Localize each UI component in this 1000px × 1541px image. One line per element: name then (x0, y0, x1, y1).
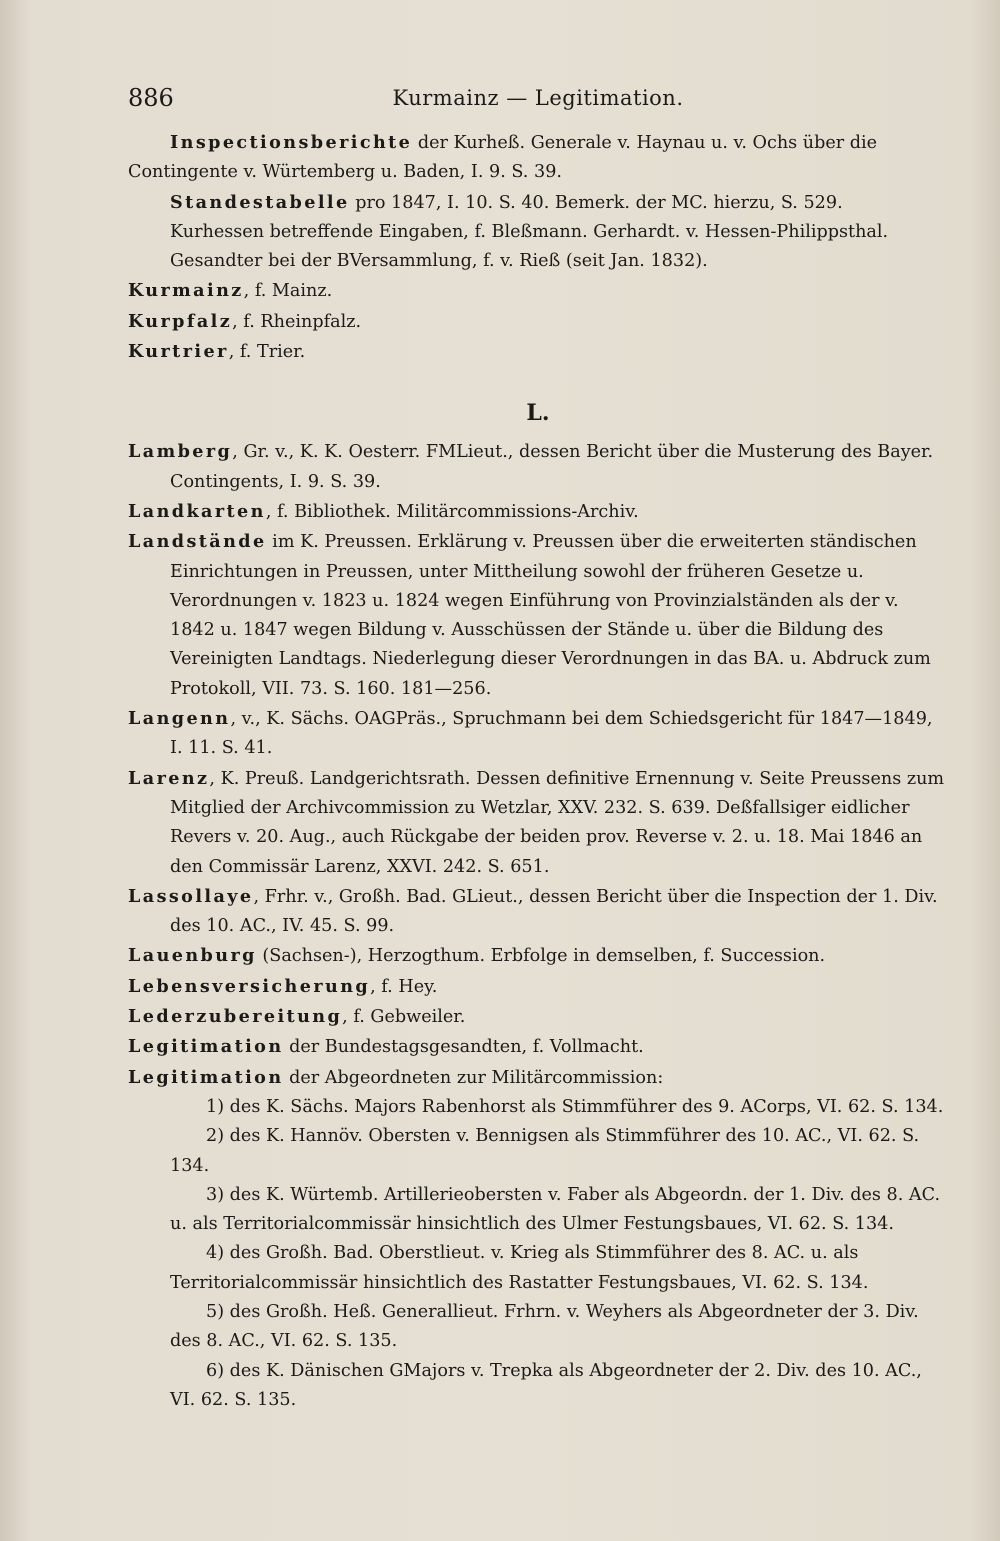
index-body (128, 128, 948, 1415)
entry-text: der Abgeordneten zur Militärcommission: (283, 1067, 664, 1088)
index-entry (128, 128, 948, 188)
index-entry (128, 1002, 948, 1032)
entry-keyword: Legitimation (128, 1066, 284, 1088)
entry-keyword: Lauenburg (128, 945, 257, 967)
entry-text: , f. Hey. (370, 976, 438, 997)
entry-keyword: Landstände (128, 531, 267, 553)
entry-text: , v., K. Sächs. OAGPräs., Spruchmann bei dem Schiedsgericht für 1847—1849, I. 11. S. 41. (170, 709, 933, 759)
sub-entry: 4) des Großh. Bad. Oberstlieut. v. Krieg als Stimmführer des 8. AC. u. als Territorialcommissär hinsichtlich des Rastatter Festungsbaues, VI. 62. S. 134. (170, 1243, 869, 1293)
entry-keyword: Lassollaye (128, 885, 254, 907)
entry-keyword: Landkarten (128, 500, 266, 522)
entry-keyword: Kurpfalz (128, 310, 233, 332)
entry-keyword: Inspectionsberichte (170, 132, 413, 153)
entry-keyword: Lederzubereitung (128, 1006, 343, 1028)
entry-keyword: Standestabelle (170, 191, 350, 213)
entry-text: , K. Preuß. Landgerichtsrath. Dessen definitive Ernennung v. Seite Preussens zum Mitglied der Archivcommission zu Wetzlar, XXV. 232. S. 639. Deßfallsiger eidlicher Revers v. 20. Aug., auch Rückgabe der beiden prov. Reverse v. 2. u. 18. Mai 1846 an den Commissär Larenz, XXVI. 242. S. 651. (170, 768, 945, 877)
entry-text: Kurhessen betreffende Eingaben, f. Bleßmann. Gerhardt. v. Hessen-Philippsthal. (170, 221, 889, 242)
entry-text: , Frhr. v., Großh. Bad. GLieut., dessen Bericht über die Inspection der 1. Div. des 10. AC., IV. 45. S. 99. (170, 886, 938, 937)
index-entry (128, 1032, 948, 1062)
entry-text: der Bundestagsgesandten, f. Vollmacht. (283, 1037, 644, 1058)
index-entry (128, 307, 948, 337)
index-entry (128, 1063, 948, 1093)
entry-keyword: Lamberg (128, 441, 233, 463)
index-entry (128, 218, 948, 247)
sub-entry: 1) des K. Sächs. Majors Rabenhorst als Stimmführer des 9. ACorps, VI. 62. S. 134. (206, 1096, 944, 1117)
index-entry (128, 972, 948, 1002)
section-letter: L. (526, 400, 550, 427)
page-number: 886 (128, 84, 174, 112)
entry-keyword: Lebensversicherung (128, 975, 371, 997)
index-entry (128, 882, 948, 942)
entry-text: im K. Preussen. Erklärung v. Preussen über die erweiterten ständischen Einrichtungen in Preussen, unter Mittheilung sowohl der früheren Gesetze u. Verordnungen v. 1823 u. 1824 wegen Einführung von Provinzialständen als der v. 1842 u. 1847 wegen Bildung v. Ausschüssen der Stände u. über die Bildung des Vereinigten Landtags. Niederlegung dieser Verordnungen in das BA. u. Abdruck zum Protokoll, VII. 73. S. 160. 181—256. (170, 532, 931, 699)
page-header (128, 84, 948, 118)
entry-text: , f. Bibliothek. Militärcommissions-Archiv. (265, 501, 639, 522)
entry-text: , f. Gebweiler. (342, 1007, 466, 1028)
entry-keyword: Kurtrier (128, 341, 229, 363)
entry-keyword: Legitimation (128, 1036, 284, 1058)
entry-text: , Gr. v., K. K. Oesterr. FMLieut., dessen Bericht über die Musterung des Bayer. Contingents, I. 9. S. 39. (170, 442, 934, 492)
entry-text: , f. Trier. (228, 342, 306, 363)
running-head: Kurmainz — Legitimation. (392, 86, 684, 110)
index-entry (128, 188, 948, 218)
index-entry (128, 276, 948, 306)
index-entry (128, 437, 948, 497)
index-entry (128, 247, 948, 276)
sub-entry: 3) des K. Würtemb. Artillerieobersten v. Faber als Abgeordn. der 1. Div. des 8. AC. u. als Territorialcommissär hinsichtlich des Ulmer Festungsbaues, VI. 62. S. 134. (170, 1184, 941, 1235)
sub-entry: 6) des K. Dänischen GMajors v. Trepka als Abgeordneter der 2. Div. des 10. AC., VI. 62. S. 135. (170, 1360, 922, 1410)
sub-entry: 2) des K. Hannöv. Obersten v. Bennigsen als Stimmführer des 10. AC., VI. 62. S. 134. (170, 1126, 920, 1176)
index-entry (128, 941, 948, 971)
index-entry (128, 764, 948, 882)
index-entry (128, 497, 948, 527)
sub-entry: 5) des Großh. Heß. Generallieut. Frhrn. v. Weyhers als Abgeordneter der 3. Div. des 8. AC., VI. 62. S. 135. (170, 1301, 919, 1352)
entry-keyword: Langenn (128, 708, 231, 730)
entry-keyword: Kurmainz (128, 280, 244, 302)
entry-text: , f. Rheinpfalz. (232, 311, 362, 332)
index-entry (128, 337, 948, 367)
entry-text: pro 1847, I. 10. S. 40. Bemerk. der MC. hierzu, S. 529. (349, 192, 843, 213)
entry-text: der Kurheß. Generale v. Haynau u. v. Ochs über die Contingente v. Würtemberg u. Baden, I. 9. S. 39. (128, 133, 878, 183)
entry-text: Gesandter bei der BVersammlung, f. v. Rieß (seit Jan. 1832). (170, 251, 708, 272)
index-entry (128, 704, 948, 764)
entry-keyword: Larenz (128, 767, 210, 789)
index-entry (128, 527, 948, 704)
entry-text: , f. Mainz. (243, 281, 333, 302)
entry-text: (Sachsen-), Herzogthum. Erbfolge in demselben, f. Succession. (256, 946, 826, 967)
